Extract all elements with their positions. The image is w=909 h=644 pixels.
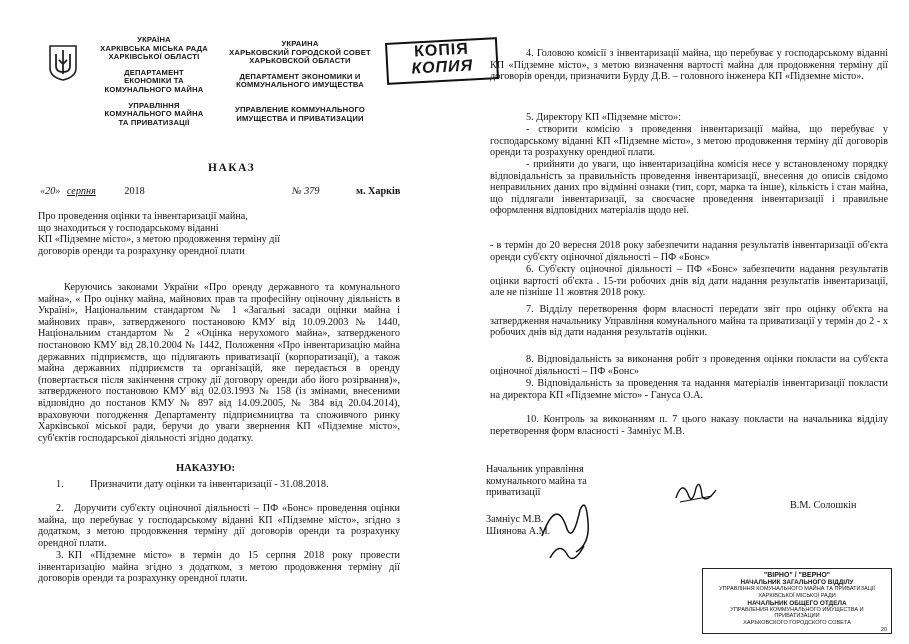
orders-heading: НАКАЗУЮ:: [176, 463, 235, 474]
order-date-year: 2018: [124, 186, 145, 197]
order-date: [40, 186, 145, 198]
header-left: [84, 36, 224, 127]
subject-line-4: договорів оренди та розрахунку орендної плати: [38, 245, 245, 257]
order-item-5-title: 5. Директору КП «Підземне місто»:: [526, 112, 681, 123]
certified-copy-stamp: [702, 568, 892, 634]
stamp-line-3: УПРАВЛІННЯ КОМУНАЛЬНОГО МАЙНА ТА ПРИВАТИЗАЦІЇ: [719, 586, 875, 593]
order-number: № 379: [292, 186, 320, 197]
subject-line-1: Про проведення оцінки та інвентаризації майна,: [38, 211, 248, 222]
subject-line-2: що знаходиться у господарському віданні: [38, 222, 219, 234]
signatory-position: [486, 464, 587, 499]
signatory-name: В.М. Солошкін: [790, 500, 857, 511]
header-right-dept: ДЕПАРТАМЕНТ ЭКОНОМИКИ И: [239, 71, 361, 81]
copy-stamp-line1: КОПІЯ: [413, 40, 470, 61]
order-item-2-text: Доручити суб'єкту оціночної діяльності – ПФ «Бонс» проведення оцінки майна, що перебуває у господарському віданні КП «Підземне місто», згідно з додатком, з метою продовження терміну дії договорів оренди та розрахунку орендної плати.: [38, 503, 400, 549]
header-left-region: ХАРКІВСЬКОЇ ОБЛАСТІ: [108, 52, 200, 62]
order-item-3-text: КП «Підземне місто» в термін до 15 серпня 2018 року провести інвентаризацію майна згідно з додатком, з метою продовження терміну дії договорів оренди та розрахунку орендної плати.: [38, 550, 400, 585]
header-right-region: ХАРЬКОВСКОЙ ОБЛАСТИ: [249, 56, 351, 66]
copy-stamp: [385, 37, 499, 85]
order-item-1-num: 1.: [56, 479, 64, 490]
preamble: Керуючись законами України «Про оренду державного та комунального майна», « Про оцінку майна, майнових прав та професійну оціночну діяльність в Україні», Національним стандартом № 1 «Загальні засади оцінки майна і майнових прав», затвердженого постановою КМУ від 10.09.2003 № 1440, Національним стандартом № 2 «Оцінка нерухомого майна», затвердженого постановою КМУ від 28.10.2004 № 1442, Положення «Про інвентаризацію майна державних підприємств, що підлягають приватизації (корпоратизації), а також майна державних підприємств та організацій, яке передається в оренду (повертається після закінчення строку дії договору оренди або його розірвання)», затвердженого постановою КМУ від 02.03.1993 № 158 (із змінами, внесеними відповідно до постанов КМУ № 897 від 14.09.2005, № 384 від 20.04.2014), враховуючи погодження Департаменту підприємництва та споживчого ринку Харківської міської ради, беручи до уваги звернення КП «Підземне місто», суб'єктів господарської діяльності згідно додатку.: [38, 282, 400, 444]
stamp-line-1: "ВІРНО" / "ВЕРНО": [763, 572, 831, 579]
header-left-mgmt: УПРАВЛІННЯ: [128, 100, 180, 110]
order-item-1-text: Призначити дату оцінки та інвентаризації - 31.08.2018.: [90, 479, 329, 490]
order-item-3: [38, 550, 400, 585]
header-left-dept-2: ЕКОНОМІКИ ТА: [124, 76, 184, 86]
order-date-day: «20»: [40, 186, 61, 197]
subject-line-3: КП «Підземне місто», з метою продовження терміну дії: [38, 234, 281, 246]
order-date-month: серпня: [66, 186, 96, 197]
header-right: [224, 40, 376, 123]
signatory-position-1: Начальник управління: [486, 464, 584, 475]
header-left-dept-3: КОМУНАЛЬНОГО МАЙНА: [104, 84, 204, 94]
header-left-dept: ДЕПАРТАМЕНТ: [124, 67, 184, 77]
order-item-9: 9. Відповідальність за проведення та надання матеріалів інвентаризації покласти на директора КП «Підземне місто» - Гануса О.А.: [490, 378, 888, 401]
order-item-4: 4. Головою комісії з інвентаризації майна, що перебуває у господарському віданні КП «Підземне місто», з метою визначення вартості майна для продовження терміну дії договорів оренди, призначити Бурду Д.В. – головного інженера КП «Підземне місто».: [490, 48, 888, 83]
header-right-mgmt-2: ИМУЩЕСТВА И ПРИВАТИЗАЦИИ: [236, 113, 364, 123]
header-left-country: УКРАЇНА: [137, 35, 171, 44]
stamp-line-6: УПРАВЛЕНИЯ КОММУНАЛЬНОГО ИМУЩЕСТВА И ПРИВАТИЗАЦИИ: [730, 606, 864, 620]
header-right-mgmt: УПРАВЛЕНИЕ КОММУНАЛЬНОГО: [235, 104, 365, 114]
order-subject: [38, 211, 338, 257]
order-item-2: [38, 503, 400, 549]
coat-of-arms-icon: [48, 44, 78, 82]
copy-stamp-line2: КОПИЯ: [411, 57, 474, 78]
header-left-mgmt-3: ТА ПРИВАТИЗАЦІЇ: [118, 117, 190, 127]
stamp-line-8: 20: [880, 626, 887, 633]
stamp-line-5: НАЧАЛЬНИК ОБЩЕГО ОТДЕЛА: [747, 599, 847, 607]
stamp-line-2: НАЧАЛЬНИК ЗАГАЛЬНОГО ВІДДІЛУ: [740, 579, 854, 587]
order-item-5-c: - в термін до 20 вересня 2018 року забезпечити надання результатів інвентаризації об'єкта оренди суб'єкту оціночної діяльності – ПФ «Бонс»: [490, 240, 888, 263]
header-left-mgmt-2: КОМУНАЛЬНОГО МАЙНА: [104, 109, 204, 119]
stamp-line-4: ХАРКІВСЬКОЇ МІСЬКОЇ РАДИ: [758, 593, 836, 599]
approver-1: Замніус М.В.: [486, 514, 544, 525]
signatory-position-2: комунального майна та: [486, 475, 587, 487]
order-item-8: 8. Відповідальність за виконання робіт з проведення оцінки покласти на суб'єкта оціночної діяльності – ПФ «Бонс»: [490, 354, 888, 377]
signatory-position-3: приватизації: [486, 487, 541, 499]
order-item-1: [38, 479, 400, 491]
header-right-country: УКРАИНА: [281, 39, 319, 48]
order-item-5-b: - прийняти до уваги, що інвентаризаційна комісія несе у встановленому порядку відповідальність за правильність проведення інвентаризації, внесення до описів свідомо неправильних даних про відмінні ознаки (тип, сорт, марка та інше), кількість і стан майна, що підлягали інвентаризації, за своєчасне проведення інвентаризації і правильне оформлення відповідних матеріалів щодо неї.: [490, 159, 888, 217]
header-right-council: ХАРЬКОВСКИЙ ГОРОДСКОЙ СОВЕТ: [229, 47, 371, 57]
order-item-6: 6. Суб'єкту оціночної діяльності – ПФ «Бонс» забезпечити надання результатів оцінки вартості об'єкта . 15-ти робочих днів від дати надання результатів інвентаризації, але не пізніше 11 жовтня 2018 року.: [490, 264, 888, 299]
order-item-2-num: 2.: [56, 503, 64, 514]
order-item-3-num: 3.: [56, 550, 64, 561]
order-item-7: 7. Відділу перетворення форм власності передати звіт про оцінку об'єкта на затвердження начальнику Управління комунального майна та приватизації у термін до 2 - х робочих днів від дати надання результатів оцінки.: [490, 304, 888, 339]
approver-signature-icon: [536, 496, 600, 566]
header-right-dept-2: КОММУНАЛЬНОГО ИМУЩЕСТВА: [236, 80, 364, 90]
approver-2: Шиянова А.М.: [486, 525, 551, 537]
handwritten-signature-icon: [672, 476, 720, 512]
order-city: м. Харків: [356, 186, 401, 197]
order-title: НАКАЗ: [208, 162, 256, 174]
order-item-10: 10. Контроль за виконанням п. 7 цього наказу покласти на начальника відділу перетворення форм власності - Замніус М.В.: [490, 414, 888, 437]
header-left-council: ХАРКІВСЬКА МІСЬКА РАДА: [100, 43, 208, 53]
stamp-line-7: ХАРЬКОВСКОГО ГОРОДСКОГО СОВЕТА: [743, 619, 851, 626]
order-item-5-a: - створити комісію з проведення інвентаризації майна, що перебуває у господарському віданні КП «Підземне місто», з метою продовження терміну дії договорів оренди та розрахунку орендної плати.: [490, 124, 888, 159]
